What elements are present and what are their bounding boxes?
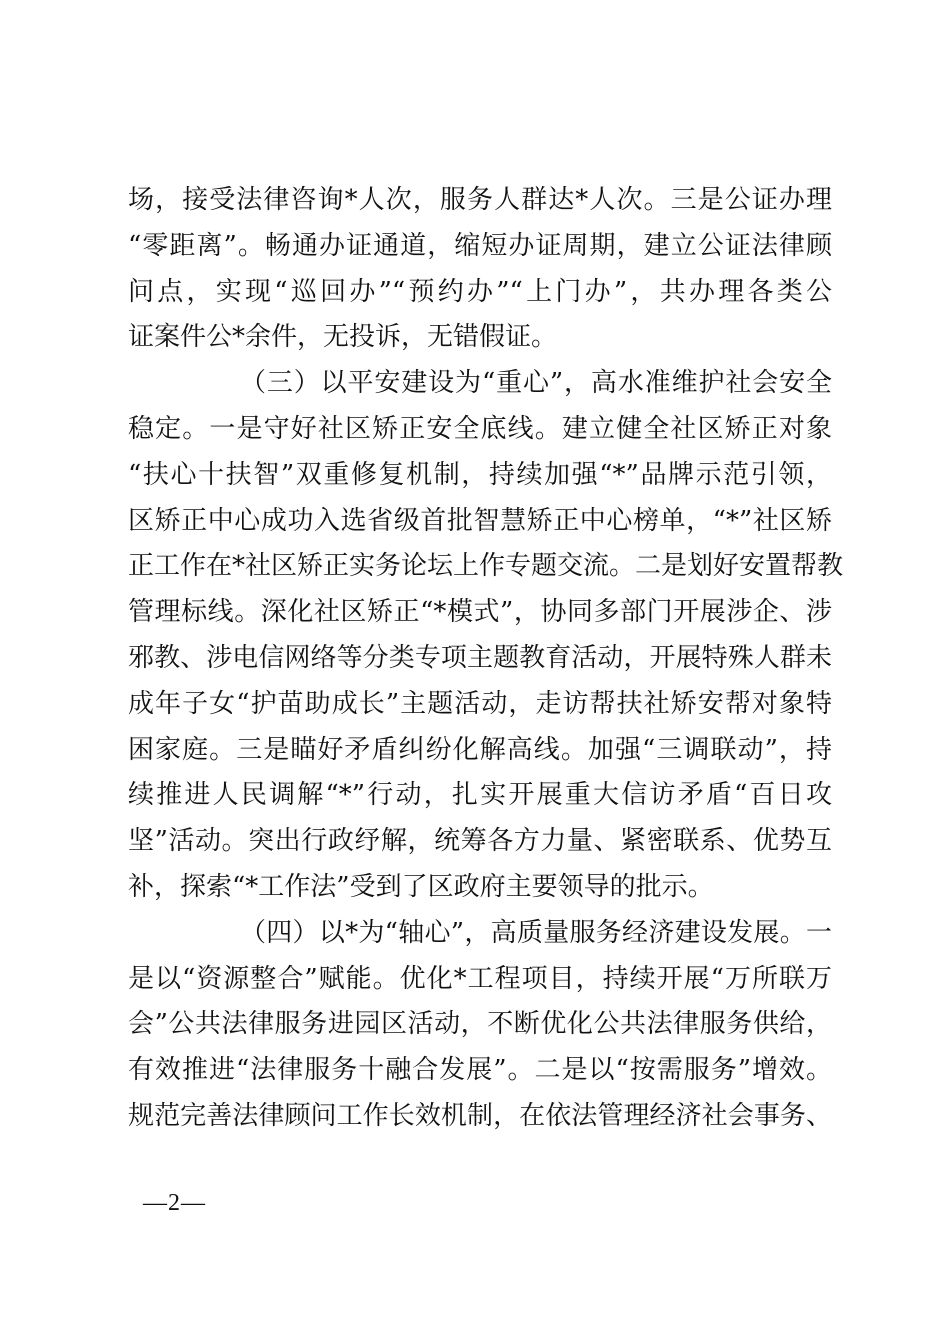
text-line: 规范完善法律顾问工作长效机制，在依法管理经济社会事务、	[128, 1100, 832, 1131]
text-line: 有效推进“法律服务十融合发展”。二是以“按需服务”增效。	[128, 1055, 832, 1086]
text-line: 证案件公*余件，无投诉，无错假证。	[128, 322, 558, 353]
text-line: （四）以*为“轴心”，高质量服务经济建设发展。一	[240, 917, 832, 948]
document-body	[128, 182, 844, 1144]
text-line: 正工作在*社区矫正实务论坛上作专题交流。二是划好安置帮教	[128, 551, 844, 582]
text-line: 管理标线。深化社区矫正“*模式”，协同多部门开展涉企、涉	[128, 597, 832, 628]
page-number: —2—	[143, 1190, 206, 1216]
text-line: 会”公共法律服务进园区活动，不断优化公共法律服务供给，	[128, 1009, 832, 1040]
text-line: “扶心十扶智”双重修复机制，持续加强“*”品牌示范引领，	[128, 459, 832, 490]
text-line: 稳定。一是守好社区矫正安全底线。建立健全社区矫正对象	[128, 413, 832, 444]
text-line: （三）以平安建设为“重心”，高水准维护社会安全	[240, 368, 832, 399]
paragraph	[128, 365, 844, 915]
text-line: 邪教、涉电信网络等分类专项主题教育活动，开展特殊人群未	[128, 642, 832, 673]
text-line: “零距离”。畅通办证通道，缩短办证周期，建立公证法律顾	[128, 230, 832, 261]
paragraph	[128, 915, 832, 1144]
text-line: 成年子女“护苗助成长”主题活动，走访帮扶社矫安帮对象特	[128, 688, 832, 719]
text-line: 场，接受法律咨询*人次，服务人群达*人次。三是公证办理	[128, 185, 832, 215]
text-line: 是以“资源整合”赋能。优化*工程项目，持续开展“万所联万	[128, 963, 832, 994]
text-line: 区矫正中心成功入选省级首批智慧矫正中心榜单，“*”社区矫	[128, 505, 832, 536]
text-line: 续推进人民调解“*”行动，扎实开展重大信访矛盾“百日攻	[128, 780, 832, 811]
text-line: 问点，实现“巡回办”“预约办”“上门办”，共办理各类公	[128, 276, 832, 307]
text-line: 坚”活动。突出行政纾解，统筹各方力量、紧密联系、优势互	[128, 826, 832, 857]
text-line: 补，探索“*工作法”受到了区政府主要领导的批示。	[128, 871, 714, 902]
paragraph	[128, 182, 832, 365]
text-line: 困家庭。三是瞄好矛盾纠纷化解高线。加强“三调联动”，持	[128, 734, 832, 765]
